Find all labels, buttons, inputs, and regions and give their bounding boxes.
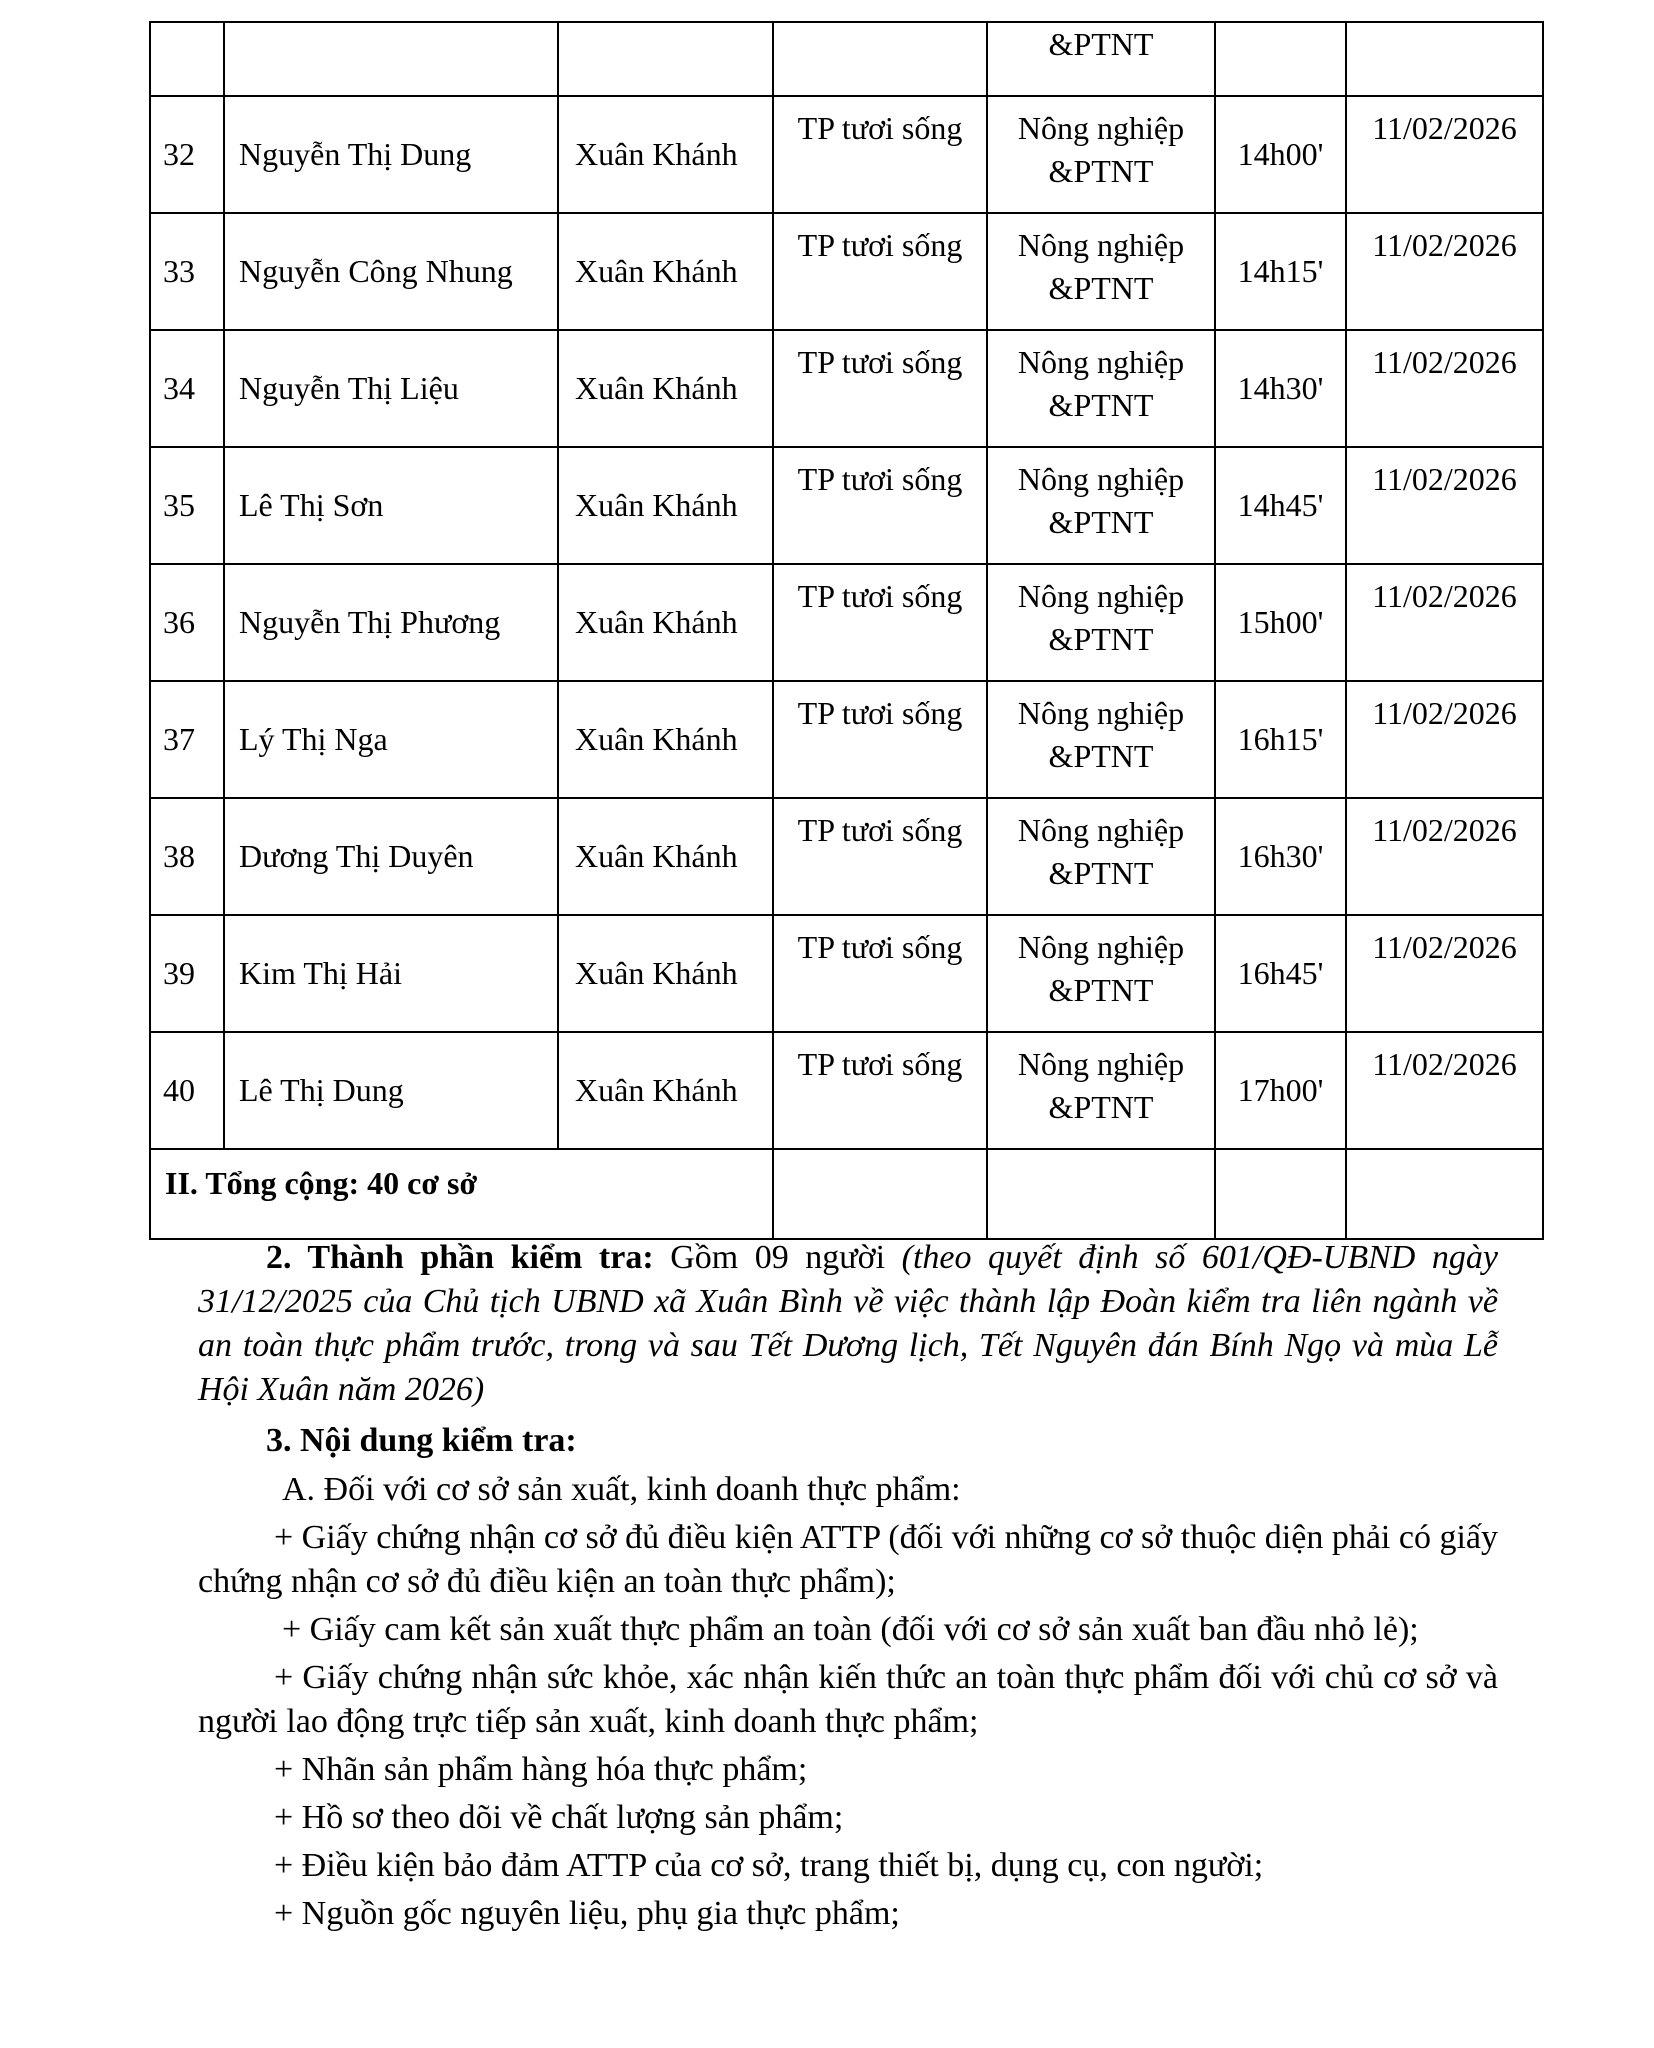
commune-cell: Xuân Khánh (558, 447, 773, 564)
type-cell: TP tươi sống (773, 1032, 987, 1149)
sector-line-1: Nông nghiệp (1017, 812, 1185, 848)
name-cell: Lý Thị Nga (224, 681, 558, 798)
name-cell: Nguyễn Công Nhung (224, 213, 558, 330)
date-cell: 11/02/2026 (1346, 96, 1543, 213)
table-row (150, 1032, 1543, 1149)
sector-line-2: &PTNT (1048, 153, 1154, 189)
table-row (150, 447, 1543, 564)
type-cell: TP tươi sống (773, 915, 987, 1032)
type-cell: TP tươi sống (773, 681, 987, 798)
stt-cell: 34 (150, 330, 224, 447)
sector-line-2: &PTNT (1048, 621, 1154, 657)
time-cell: 15h00' (1215, 564, 1346, 681)
sector-cell (987, 564, 1215, 681)
section-3-heading: 3. Nội dung kiểm tra: (266, 1422, 577, 1459)
name-cell: Dương Thị Duyên (224, 798, 558, 915)
sector-cell: &PTNT (1048, 26, 1154, 62)
date-cell: 11/02/2026 (1346, 330, 1543, 447)
sector-line-2: &PTNT (1048, 738, 1154, 774)
name-cell: Nguyễn Thị Liệu (224, 330, 558, 447)
sector-line-2: &PTNT (1048, 1089, 1154, 1125)
commune-cell: Xuân Khánh (558, 96, 773, 213)
sector-cell (987, 798, 1215, 915)
sector-line-1: Nông nghiệp (1017, 578, 1185, 614)
time-cell: 14h15' (1215, 213, 1346, 330)
type-cell: TP tươi sống (773, 330, 987, 447)
sector-cell (987, 213, 1215, 330)
name-cell: Kim Thị Hải (224, 915, 558, 1032)
sector-cell (987, 330, 1215, 447)
stt-cell: 39 (150, 915, 224, 1032)
commune-cell: Xuân Khánh (558, 330, 773, 447)
sector-line-1: Nông nghiệp (1017, 929, 1185, 965)
commune-cell: Xuân Khánh (558, 798, 773, 915)
time-cell: 17h00' (1215, 1032, 1346, 1149)
time-cell: 14h45' (1215, 447, 1346, 564)
section-3-subheading: A. Đối với cơ sở sản xuất, kinh doanh thực phẩm: (282, 1471, 961, 1508)
date-cell: 11/02/2026 (1346, 681, 1543, 798)
stt-cell: 38 (150, 798, 224, 915)
list-item: + Hồ sơ theo dõi về chất lượng sản phẩm; (274, 1799, 844, 1836)
type-cell: TP tươi sống (773, 564, 987, 681)
table-total-row (150, 1149, 1543, 1239)
list-item: + Điều kiện bảo đảm ATTP của cơ sở, trang thiết bị, dụng cụ, con người; (274, 1847, 1264, 1884)
inspection-schedule-table (149, 21, 1544, 1240)
table-row (150, 915, 1543, 1032)
section-2-text: Gồm 09 người (653, 1239, 902, 1276)
table-row-continued (150, 22, 1543, 96)
name-cell: Lê Thị Sơn (224, 447, 558, 564)
total-label: II. Tổng cộng: 40 cơ sở (150, 1149, 773, 1239)
table-row (150, 681, 1543, 798)
time-cell: 14h30' (1215, 330, 1346, 447)
sector-line-2: &PTNT (1048, 270, 1154, 306)
section-2-paragraph (198, 1236, 1498, 1412)
list-item: + Giấy chứng nhận sức khỏe, xác nhận kiến thức an toàn thực phẩm đối với chủ cơ sở và người lao động trực tiếp sản xuất, kinh doanh thực phẩm; (198, 1659, 1498, 1740)
date-cell: 11/02/2026 (1346, 915, 1543, 1032)
type-cell: TP tươi sống (773, 96, 987, 213)
date-cell: 11/02/2026 (1346, 1032, 1543, 1149)
date-cell: 11/02/2026 (1346, 798, 1543, 915)
stt-cell: 33 (150, 213, 224, 330)
date-cell: 11/02/2026 (1346, 447, 1543, 564)
date-cell: 11/02/2026 (1346, 564, 1543, 681)
sector-line-1: Nông nghiệp (1017, 227, 1185, 263)
stt-cell: 40 (150, 1032, 224, 1149)
sector-line-1: Nông nghiệp (1017, 344, 1185, 380)
name-cell: Nguyễn Thị Dung (224, 96, 558, 213)
commune-cell: Xuân Khánh (558, 1032, 773, 1149)
sector-cell (987, 681, 1215, 798)
sector-line-1: Nông nghiệp (1017, 695, 1185, 731)
sector-cell (987, 915, 1215, 1032)
list-item: + Nguồn gốc nguyên liệu, phụ gia thực phẩm; (274, 1895, 900, 1932)
time-cell: 16h45' (1215, 915, 1346, 1032)
sector-line-2: &PTNT (1048, 504, 1154, 540)
type-cell: TP tươi sống (773, 798, 987, 915)
name-cell: Nguyễn Thị Phương (224, 564, 558, 681)
sector-cell (987, 447, 1215, 564)
table-row (150, 96, 1543, 213)
sector-line-1: Nông nghiệp (1017, 110, 1185, 146)
section-2-heading: 2. Thành phần kiểm tra: (266, 1239, 654, 1276)
sector-line-2: &PTNT (1048, 387, 1154, 423)
commune-cell: Xuân Khánh (558, 564, 773, 681)
table-row (150, 213, 1543, 330)
stt-cell: 35 (150, 447, 224, 564)
stt-cell: 37 (150, 681, 224, 798)
table-row (150, 330, 1543, 447)
document-body (198, 1236, 1498, 1940)
type-cell: TP tươi sống (773, 213, 987, 330)
sector-line-2: &PTNT (1048, 972, 1154, 1008)
table-row (150, 564, 1543, 681)
list-item: + Giấy chứng nhận cơ sở đủ điều kiện ATTP (đối với những cơ sở thuộc diện phải có giấy chứng nhận cơ sở đủ điều kiện an toàn thực phẩm); (198, 1519, 1498, 1600)
commune-cell: Xuân Khánh (558, 213, 773, 330)
time-cell: 16h30' (1215, 798, 1346, 915)
sector-line-1: Nông nghiệp (1017, 1046, 1185, 1082)
commune-cell: Xuân Khánh (558, 915, 773, 1032)
list-item: + Nhãn sản phẩm hàng hóa thực phẩm; (274, 1751, 808, 1788)
time-cell: 14h00' (1215, 96, 1346, 213)
type-cell: TP tươi sống (773, 447, 987, 564)
section-2-note: (theo quyết định số 601/QĐ-UBND ngày 31/12/2025 của Chủ tịch UBND xã Xuân Bình về việc thành lập Đoàn kiểm tra liên ngành về an toàn thực phẩm trước, trong và sau Tết Dương lịch, Tết Nguyên đán Bính Ngọ và mùa Lễ Hội Xuân năm 2026) (198, 1239, 1498, 1408)
sector-cell (987, 96, 1215, 213)
sector-line-2: &PTNT (1048, 855, 1154, 891)
commune-cell: Xuân Khánh (558, 681, 773, 798)
date-cell: 11/02/2026 (1346, 213, 1543, 330)
stt-cell: 36 (150, 564, 224, 681)
stt-cell: 32 (150, 96, 224, 213)
table-row (150, 798, 1543, 915)
sector-line-1: Nông nghiệp (1017, 461, 1185, 497)
list-item: + Giấy cam kết sản xuất thực phẩm an toàn (đối với cơ sở sản xuất ban đầu nhỏ lẻ); (282, 1611, 1419, 1648)
name-cell: Lê Thị Dung (224, 1032, 558, 1149)
time-cell: 16h15' (1215, 681, 1346, 798)
sector-cell (987, 1032, 1215, 1149)
